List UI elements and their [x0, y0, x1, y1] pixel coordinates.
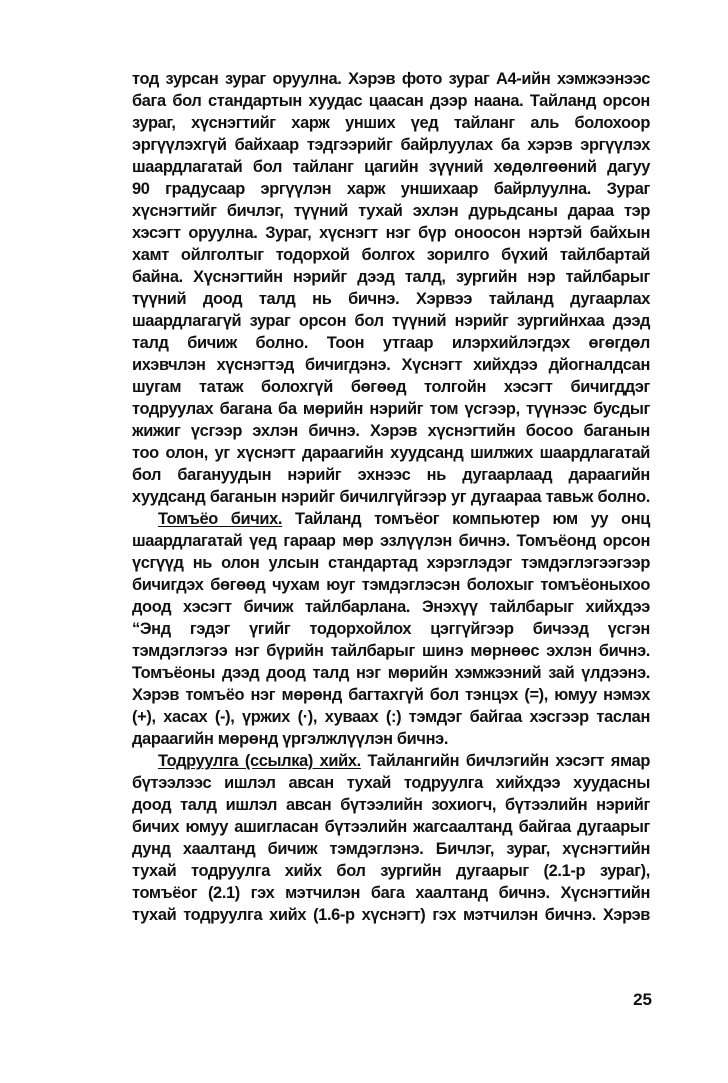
- text-line: бүтээлээс ишлэл авсан тухай тодруулга хийхдээ хуудасны: [132, 774, 650, 792]
- text-line: шаардлагагүй зураг орсон бол түүний нэрийг зургийнхаа дээд: [132, 312, 650, 330]
- text-line: Томъёоны дээд доод талд нэг мөрийн хэмжээний зай үлдээнэ.: [132, 664, 650, 682]
- text-line: тухай тодруулга хийх (1.6-р хүснэгт) гэх мэтчилэн бичнэ. Хэрэв: [132, 906, 650, 924]
- text-line: тодруулах багана ба мөрийн нэрийг том үсгээр, түүнээс бусдыг: [132, 400, 650, 418]
- text-line: зураг, хүснэгтийг харж унших үед тайланг аль болохоор: [132, 114, 650, 132]
- text-fragment: Тайлангийн бичлэгийн хэсэгт ямар: [360, 752, 651, 770]
- text-line: дунд хаалтанд бичиж тэмдэглэнэ. Бичлэг, зураг, хүснэгтийн: [132, 840, 650, 858]
- text-line: Хэрэв томъёо нэг мөрөнд багтахгүй бол тэнцэх (=), юмуу нэмэх: [132, 686, 650, 704]
- text-line: бага бол стандартын хуудас цаасан дээр наана. Тайланд орсон: [132, 92, 650, 110]
- text-line: бол багануудын нэрийг эхнээс нь дугаарлаад дараагийн: [132, 466, 650, 484]
- text-line: шаардлагатай бол тайланг цагийн зүүний хөдөлгөөний дагуу: [132, 158, 650, 176]
- text-line: эргүүлэхгүй байхаар тэдгээрийг байрлуулах ба хэрэв эргүүлэх: [132, 136, 650, 154]
- text-line: бичигдэх бөгөөд чухам юуг тэмдэглэсэн болохыг томъёоныхоо: [132, 576, 650, 594]
- text-line: (+), хасах (-), үржих (·), хуваах (:) тэмдэг байгаа хэсгээр таслан: [132, 708, 650, 726]
- text-line: шаардлагатай үед гараар мөр эзлүүлэн бичнэ. Томъёонд орсон: [132, 532, 650, 550]
- text-line: ихэвчлэн хүснэгтэд бичигдэнэ. Хүснэгт хийхдээ дйогналдсан: [132, 356, 650, 374]
- text-line: томъёог (2.1) гэх мэтчилэн бага хаалтанд бичнэ. Хүснэгтийн: [132, 884, 650, 902]
- paragraph-heading-line: [132, 508, 650, 530]
- text-fragment: Тайланд томъёог компьютер юм уу онц: [282, 510, 650, 528]
- text-line: 90 градусаар эргүүлэн харж уншихаар байрлуулна. Зураг: [132, 180, 650, 198]
- body-text: [132, 68, 650, 926]
- text-line: тоо олон, уг хүснэгт дараагийн хуудсанд шилжих шаардлагатай: [132, 444, 650, 462]
- text-line: шугам татаж болохгүй бөгөөд толгойн хэсэгт бичигддэг: [132, 378, 650, 396]
- paragraph-heading-line: [132, 750, 650, 772]
- text-line: доод талд ишлэл авсан бүтээлийн зохиогч, бүтээлийн нэрийг: [132, 796, 650, 814]
- text-line: “Энд гэдэг үгийг тодорхойлох цэггүйгээр бичээд үсгэн: [132, 620, 650, 638]
- text-line: түүний доод талд нь бичнэ. Хэрвээ тайланд дугаарлах: [132, 290, 650, 308]
- text-line: үсгүүд нь олон улсын стандартад хэрэглэдэг тэмдэглэгээгээр: [132, 554, 650, 572]
- text-line: жижиг үсгээр эхлэн бичнэ. Хэрэв хүснэгтийн босоо баганын: [132, 422, 650, 440]
- text-line: бичих юмуу ашигласан бүтээлийн жагсаалтанд байгаа дугаарыг: [132, 818, 650, 836]
- reference-heading: Тодруулга (ссылка) хийх.: [158, 752, 361, 770]
- page-number: 25: [633, 990, 652, 1009]
- text-line: тод зурсан зураг оруулна. Хэрэв фото зураг А4-ийн хэмжээнээс: [132, 70, 650, 88]
- text-line: байна. Хүснэгтийн нэрийг дээд талд, зургийн нэр тайлбарыг: [132, 268, 650, 286]
- text-line: талд бичиж болно. Тоон утгаар илэрхийлэгдэх өгөгдөл: [132, 334, 650, 352]
- formula-heading: Томъёо бичих.: [158, 510, 283, 528]
- text-line: дараагийн мөрөнд үргэлжлүүлэн бичнэ.: [132, 730, 449, 748]
- text-line: тэмдэглэгээ нэг бүрийн тайлбарыг шинэ мөрнөөс эхлэн бичнэ.: [132, 642, 650, 660]
- text-line: хуудсанд баганын нэрийг бичилгүйгээр уг дугаараа тавьж болно.: [132, 488, 650, 506]
- text-line: хамт ойлголтыг тодорхой болгох зорилго бүхий тайлбартай: [132, 246, 650, 264]
- text-line: доод хэсэгт бичиж тайлбарлана. Энэхүү тайлбарыг хийхдээ: [132, 598, 650, 616]
- text-line: тухай тодруулга хийх бол зургийн дугаарыг (2.1-р зураг),: [132, 862, 650, 880]
- text-line: хэсэгт оруулна. Зураг, хүснэгт нэг бүр оноосон нэртэй байхын: [132, 224, 650, 242]
- text-line: хүснэгтийг бичлэг, түүний тухай эхлэн дурьдсаны дараа тэр: [132, 202, 650, 220]
